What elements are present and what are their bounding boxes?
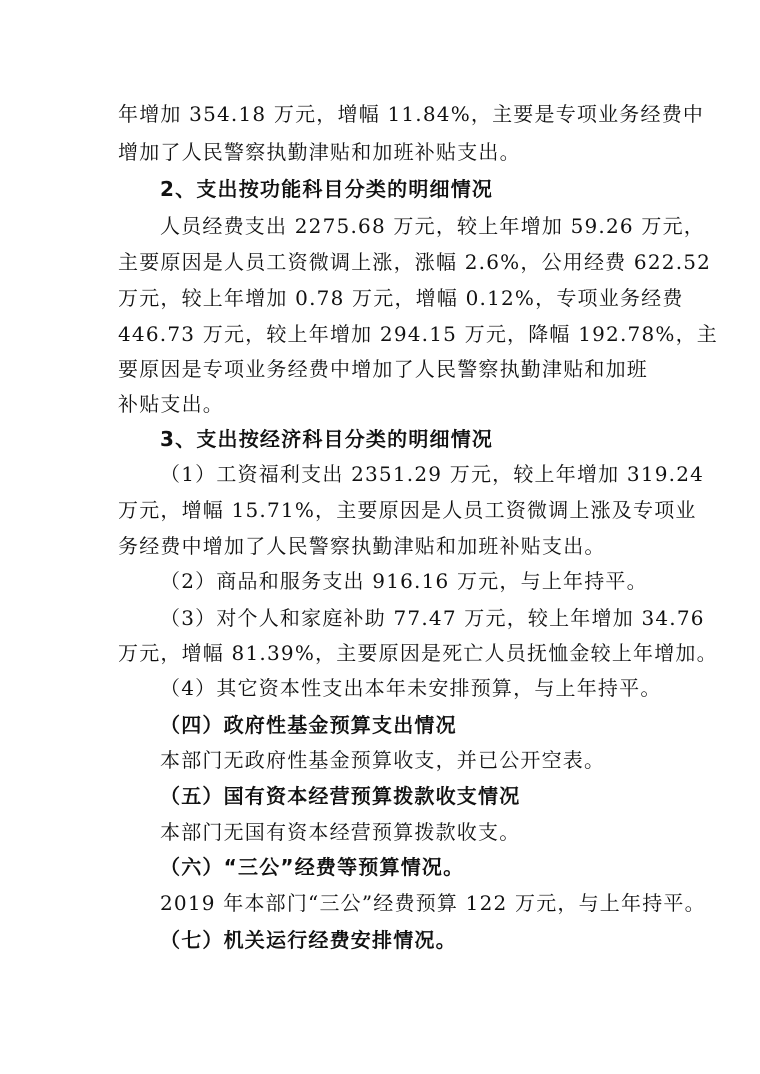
section-heading: （七）机关运行经费安排情况。 <box>160 928 457 952</box>
section-heading: 3、支出按经济科目分类的明细情况 <box>160 427 494 451</box>
paragraph-line: （2）商品和服务支出 916.16 万元，与上年持平。 <box>160 569 648 593</box>
paragraph-line: （3）对个人和家庭补助 77.47 万元，较上年增加 34.76 <box>160 606 705 630</box>
paragraph-line: 年增加 354.18 万元，增幅 11.84%，主要是专项业务经费中 <box>118 102 705 126</box>
paragraph-line: 本部门无国有资本经营预算拨款收支。 <box>160 820 521 844</box>
section-heading: 2、支出按功能科目分类的明细情况 <box>160 177 494 201</box>
paragraph-line: 补贴支出。 <box>118 392 224 416</box>
section-heading: （四）政府性基金预算支出情况 <box>160 713 457 737</box>
paragraph-line: 务经费中增加了人民警察执勤津贴和加班补贴支出。 <box>118 534 606 558</box>
paragraph-line: 人员经费支出 2275.68 万元，较上年增加 59.26 万元， <box>160 214 705 238</box>
paragraph-line: 万元，较上年增加 0.78 万元，增幅 0.12%，专项业务经费 <box>118 286 684 310</box>
paragraph-line: 万元，增幅 81.39%，主要原因是死亡人员抚恤金较上年增加。 <box>118 641 718 665</box>
paragraph-line: 要原因是专项业务经费中增加了人民警察执勤津贴和加班 <box>118 357 648 381</box>
section-heading: （五）国有资本经营预算拨款收支情况 <box>160 784 521 808</box>
paragraph-line: 446.73 万元，较上年增加 294.15 万元，降幅 192.78%，主 <box>118 322 718 346</box>
paragraph-line: 万元，增幅 15.71%，主要原因是人员工资微调上涨及专项业 <box>118 498 697 522</box>
paragraph-line: 本部门无政府性基金预算收支，并已公开空表。 <box>160 748 606 772</box>
paragraph-line: （4）其它资本性支出本年未安排预算，与上年持平。 <box>160 676 662 700</box>
paragraph-line: 增加了人民警察执勤津贴和加班补贴支出。 <box>118 140 521 164</box>
section-heading: （六）“三公”经费等预算情况。 <box>160 855 465 879</box>
paragraph-line: （1）工资福利支出 2351.29 万元，较上年增加 319.24 <box>160 462 705 486</box>
paragraph-line: 主要原因是人员工资微调上涨，涨幅 2.6%，公用经费 622.52 <box>118 250 712 274</box>
paragraph-line: 2019 年本部门“三公”经费预算 122 万元，与上年持平。 <box>160 891 706 915</box>
